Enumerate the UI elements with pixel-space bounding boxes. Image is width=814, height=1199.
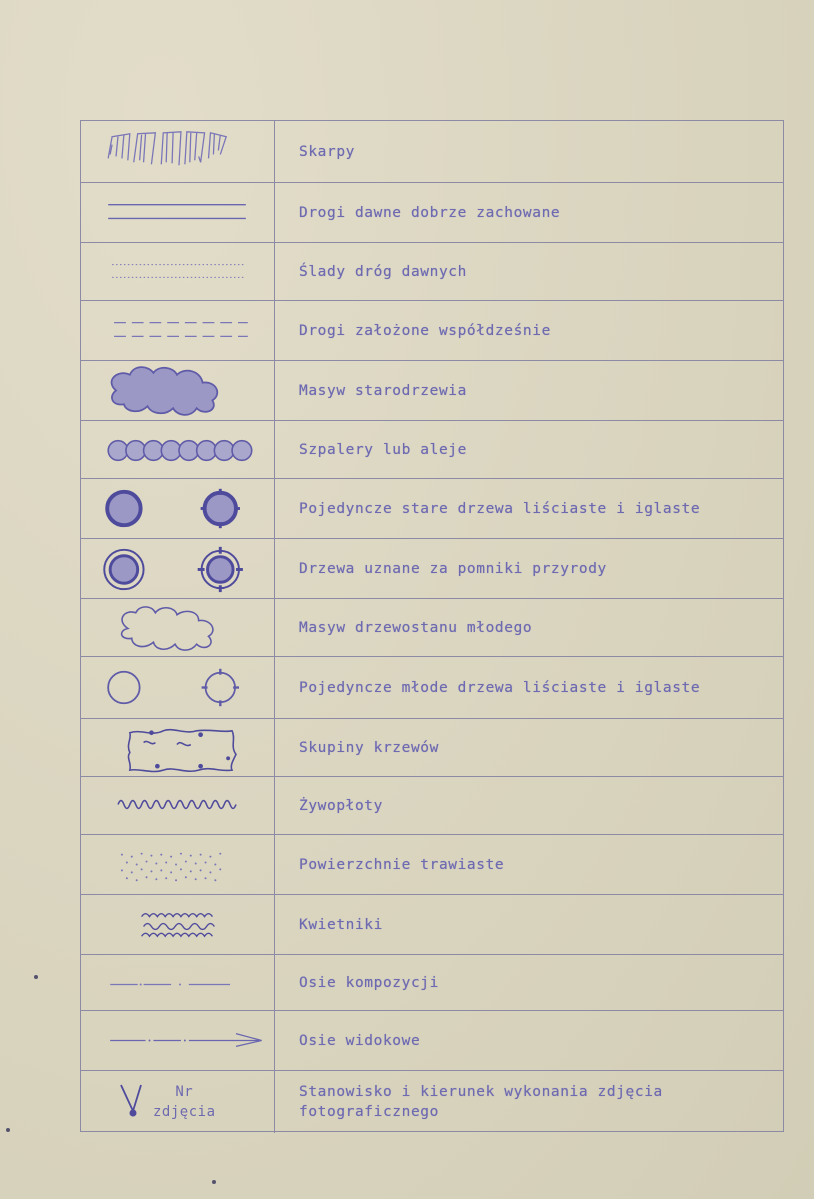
legend-label: Żywopłoty	[299, 797, 383, 814]
legend-label: Osie widokowe	[299, 1032, 421, 1049]
legend-label: Skupiny krzewów	[299, 739, 439, 756]
monument-tree-icons	[81, 539, 275, 598]
legend-row-skarpy	[81, 121, 783, 183]
margin-dot	[34, 975, 38, 979]
legend-row	[81, 1011, 783, 1071]
legend-row	[81, 421, 783, 479]
legend-label: Masyw starodrzewia	[299, 382, 467, 399]
legend-row	[81, 539, 783, 599]
circle-chain-icon	[81, 421, 275, 478]
legend-label: Ślady dróg dawnych	[299, 263, 467, 280]
legend-row	[81, 599, 783, 657]
flowerbed-icon	[81, 895, 275, 954]
legend-row	[81, 719, 783, 777]
photo-number-label: Nr zdjęcia	[153, 1084, 216, 1120]
young-tree-icons	[81, 657, 275, 718]
filled-cloud-icon	[81, 361, 275, 420]
legend-label: Drogi założone współdześnie	[299, 322, 551, 339]
grass-dots-icon	[81, 835, 275, 894]
legend-label: Kwietniki	[299, 916, 383, 933]
legend-table	[80, 120, 784, 1132]
legend-label: Drzewa uznane za pomniki przyrody	[299, 560, 607, 577]
shrub-group-icon	[81, 719, 275, 776]
escarpment-icon	[81, 121, 275, 182]
double-line-icon	[81, 183, 275, 242]
legend-label: Stanowisko i kierunek wykonania zdjęcia fotograficznego	[299, 1084, 663, 1120]
arrow-line-icon	[81, 1011, 275, 1070]
margin-dot	[6, 1128, 10, 1132]
legend-label: Szpalery lub aleje	[299, 441, 467, 458]
dotted-double-line-icon	[81, 243, 275, 300]
legend-row	[81, 835, 783, 895]
legend-row	[81, 301, 783, 361]
legend-label: Pojedyncze stare drzewa liściaste i iglaste	[299, 500, 701, 517]
legend-label: Osie kompozycji	[299, 974, 439, 991]
legend-row	[81, 895, 783, 955]
legend-row	[81, 183, 783, 243]
legend-row	[81, 1071, 783, 1133]
dashed-double-line-icon	[81, 301, 275, 360]
legend-row	[81, 479, 783, 539]
outline-cloud-icon	[81, 599, 275, 656]
legend-label: Masyw drzewostanu młodego	[299, 619, 533, 636]
old-tree-icons	[81, 479, 275, 538]
legend-row	[81, 777, 783, 835]
legend-label: Pojedyncze młode drzewa liściaste i iglaste	[299, 679, 701, 696]
legend-label: Skarpy	[299, 143, 355, 160]
dash-dot-line-icon	[81, 955, 275, 1010]
hedge-icon	[81, 777, 275, 834]
legend-row	[81, 243, 783, 301]
margin-dot	[212, 1180, 216, 1184]
legend-label: Powierzchnie trawiaste	[299, 856, 505, 873]
legend-row	[81, 361, 783, 421]
legend-label: Drogi dawne dobrze zachowane	[299, 204, 561, 221]
photo-station-icon	[81, 1071, 275, 1133]
legend-row	[81, 657, 783, 719]
legend-row	[81, 955, 783, 1011]
